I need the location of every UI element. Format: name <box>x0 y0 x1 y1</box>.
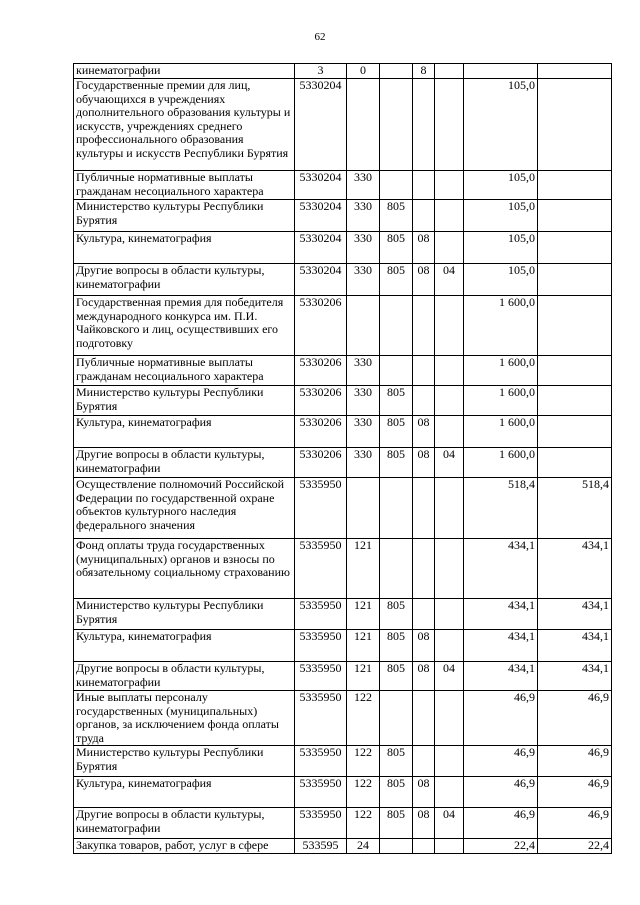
budget-table <box>73 63 612 854</box>
cell-name: Государственные премии для лиц, обучающихся в учреждениях дополнительного образования культуры и искусств, учреждениях среднего профессионального образования культуры и искусств Республики Бурятия <box>74 79 295 171</box>
cell-pr <box>435 599 464 630</box>
cell-vr <box>347 79 380 171</box>
cell-amount: 434,1 <box>464 539 538 599</box>
table-row <box>74 808 612 839</box>
table-body <box>74 64 612 854</box>
cell-vr: 330 <box>347 171 380 200</box>
cell-grbs <box>380 839 413 854</box>
cell-pr <box>435 171 464 200</box>
cell-grbs: 805 <box>380 416 413 448</box>
cell-rz: 08 <box>413 416 435 448</box>
cell-pr: 04 <box>435 264 464 296</box>
table-row <box>74 171 612 200</box>
table-row <box>74 662 612 691</box>
cell-amount: 105,0 <box>464 79 538 171</box>
cell-name: Культура, кинематография <box>74 416 295 448</box>
cell-pr <box>435 296 464 356</box>
cell-pr: 04 <box>435 662 464 691</box>
cell-rz <box>413 746 435 777</box>
cell-subvention <box>538 232 612 264</box>
cell-grbs: 805 <box>380 630 413 662</box>
cell-grbs <box>380 356 413 386</box>
cell-subvention: 434,1 <box>538 630 612 662</box>
cell-vr: 121 <box>347 599 380 630</box>
cell-subvention <box>538 79 612 171</box>
cell-rz: 08 <box>413 777 435 808</box>
cell-vr: 330 <box>347 264 380 296</box>
cell-grbs <box>380 79 413 171</box>
cell-subvention <box>538 264 612 296</box>
cell-rz: 08 <box>413 448 435 478</box>
cell-subvention <box>538 64 612 79</box>
cell-csr: 5330206 <box>295 416 347 448</box>
cell-subvention <box>538 416 612 448</box>
cell-amount: 22,4 <box>464 839 538 854</box>
table-row <box>74 79 612 171</box>
cell-vr: 121 <box>347 662 380 691</box>
cell-name: Министерство культуры Республики Бурятия <box>74 200 295 232</box>
cell-vr: 121 <box>347 630 380 662</box>
table-row <box>74 64 612 79</box>
cell-amount: 46,9 <box>464 691 538 746</box>
table-row <box>74 448 612 478</box>
cell-pr <box>435 64 464 79</box>
cell-pr <box>435 539 464 599</box>
cell-csr: 5330204 <box>295 232 347 264</box>
cell-grbs: 805 <box>380 808 413 839</box>
cell-name: Публичные нормативные выплаты гражданам несоциального характера <box>74 171 295 200</box>
cell-csr: 5335950 <box>295 662 347 691</box>
cell-grbs: 805 <box>380 200 413 232</box>
table-row <box>74 777 612 808</box>
table-row <box>74 691 612 746</box>
cell-rz <box>413 691 435 746</box>
table-row <box>74 478 612 539</box>
cell-pr <box>435 200 464 232</box>
cell-grbs <box>380 296 413 356</box>
cell-amount: 434,1 <box>464 662 538 691</box>
cell-pr <box>435 478 464 539</box>
cell-vr <box>347 478 380 539</box>
cell-pr <box>435 356 464 386</box>
cell-pr <box>435 232 464 264</box>
cell-subvention: 434,1 <box>538 599 612 630</box>
cell-rz <box>413 839 435 854</box>
cell-subvention: 46,9 <box>538 777 612 808</box>
cell-subvention <box>538 171 612 200</box>
cell-name: Другие вопросы в области культуры, кинематографии <box>74 662 295 691</box>
table-row <box>74 599 612 630</box>
cell-rz <box>413 478 435 539</box>
table-row <box>74 296 612 356</box>
cell-subvention <box>538 386 612 416</box>
cell-subvention: 46,9 <box>538 691 612 746</box>
table-row <box>74 386 612 416</box>
cell-csr: 533595 <box>295 839 347 854</box>
cell-amount: 46,9 <box>464 777 538 808</box>
cell-subvention: 46,9 <box>538 746 612 777</box>
cell-name: Закупка товаров, работ, услуг в сфере <box>74 839 295 854</box>
cell-vr: 330 <box>347 356 380 386</box>
cell-csr: 5330206 <box>295 386 347 416</box>
cell-name: Министерство культуры Республики Бурятия <box>74 386 295 416</box>
cell-subvention <box>538 356 612 386</box>
cell-vr: 330 <box>347 448 380 478</box>
cell-csr: 5330204 <box>295 171 347 200</box>
cell-csr: 5335950 <box>295 777 347 808</box>
cell-vr: 24 <box>347 839 380 854</box>
cell-name: Фонд оплаты труда государственных (муниципальных) органов и взносы по обязательному социальному страхованию <box>74 539 295 599</box>
cell-subvention: 434,1 <box>538 539 612 599</box>
cell-name: Культура, кинематография <box>74 777 295 808</box>
cell-grbs: 805 <box>380 232 413 264</box>
cell-pr <box>435 746 464 777</box>
cell-rz <box>413 539 435 599</box>
cell-vr: 330 <box>347 200 380 232</box>
page-number: 62 <box>314 31 326 43</box>
table-row <box>74 264 612 296</box>
cell-amount: 105,0 <box>464 200 538 232</box>
cell-csr: 5335950 <box>295 630 347 662</box>
cell-amount: 1 600,0 <box>464 448 538 478</box>
cell-subvention: 434,1 <box>538 662 612 691</box>
cell-vr: 122 <box>347 808 380 839</box>
cell-rz <box>413 79 435 171</box>
cell-amount: 1 600,0 <box>464 416 538 448</box>
cell-vr: 121 <box>347 539 380 599</box>
cell-pr <box>435 416 464 448</box>
cell-csr: 5335950 <box>295 691 347 746</box>
cell-amount <box>464 64 538 79</box>
cell-grbs <box>380 539 413 599</box>
cell-vr: 122 <box>347 746 380 777</box>
cell-grbs: 805 <box>380 746 413 777</box>
cell-csr: 5335950 <box>295 539 347 599</box>
cell-csr: 5335950 <box>295 478 347 539</box>
cell-name: Публичные нормативные выплаты гражданам несоциального характера <box>74 356 295 386</box>
cell-grbs: 805 <box>380 662 413 691</box>
cell-csr: 5335950 <box>295 599 347 630</box>
cell-name: кинематографии <box>74 64 295 79</box>
cell-rz: 08 <box>413 264 435 296</box>
cell-amount: 46,9 <box>464 808 538 839</box>
cell-csr: 5330206 <box>295 296 347 356</box>
table-row <box>74 356 612 386</box>
cell-rz <box>413 356 435 386</box>
cell-subvention: 46,9 <box>538 808 612 839</box>
cell-amount: 434,1 <box>464 630 538 662</box>
cell-vr <box>347 296 380 356</box>
cell-subvention: 518,4 <box>538 478 612 539</box>
cell-name: Другие вопросы в области культуры, кинематографии <box>74 808 295 839</box>
cell-rz <box>413 599 435 630</box>
cell-name: Культура, кинематография <box>74 630 295 662</box>
cell-amount: 1 600,0 <box>464 296 538 356</box>
cell-amount: 46,9 <box>464 746 538 777</box>
cell-pr <box>435 839 464 854</box>
cell-amount: 105,0 <box>464 171 538 200</box>
table-row <box>74 200 612 232</box>
cell-amount: 1 600,0 <box>464 356 538 386</box>
cell-grbs <box>380 478 413 539</box>
cell-name: Министерство культуры Республики Бурятия <box>74 746 295 777</box>
cell-pr <box>435 691 464 746</box>
table-row <box>74 746 612 777</box>
cell-pr <box>435 777 464 808</box>
cell-vr: 0 <box>347 64 380 79</box>
cell-subvention <box>538 296 612 356</box>
cell-subvention <box>538 200 612 232</box>
cell-vr: 122 <box>347 691 380 746</box>
cell-amount: 518,4 <box>464 478 538 539</box>
table-row <box>74 232 612 264</box>
cell-grbs <box>380 64 413 79</box>
cell-grbs: 805 <box>380 777 413 808</box>
cell-pr <box>435 79 464 171</box>
table-row <box>74 416 612 448</box>
cell-rz <box>413 171 435 200</box>
cell-pr <box>435 386 464 416</box>
cell-rz <box>413 386 435 416</box>
cell-grbs: 805 <box>380 448 413 478</box>
cell-grbs <box>380 171 413 200</box>
cell-vr: 330 <box>347 386 380 416</box>
cell-vr: 330 <box>347 232 380 264</box>
cell-subvention: 22,4 <box>538 839 612 854</box>
cell-csr: 5330204 <box>295 200 347 232</box>
cell-grbs: 805 <box>380 386 413 416</box>
cell-rz <box>413 200 435 232</box>
cell-amount: 434,1 <box>464 599 538 630</box>
cell-csr: 5330206 <box>295 356 347 386</box>
cell-vr: 122 <box>347 777 380 808</box>
cell-grbs <box>380 691 413 746</box>
table-row <box>74 630 612 662</box>
cell-vr: 330 <box>347 416 380 448</box>
cell-pr <box>435 630 464 662</box>
table-row <box>74 839 612 854</box>
cell-name: Государственная премия для победителя международного конкурса им. П.И. Чайковского и лиц, осуществивших его подготовку <box>74 296 295 356</box>
cell-rz <box>413 296 435 356</box>
cell-rz: 08 <box>413 808 435 839</box>
cell-pr: 04 <box>435 808 464 839</box>
cell-grbs: 805 <box>380 599 413 630</box>
cell-amount: 105,0 <box>464 232 538 264</box>
table-row <box>74 539 612 599</box>
cell-amount: 105,0 <box>464 264 538 296</box>
cell-csr: 5330204 <box>295 264 347 296</box>
cell-name: Культура, кинематография <box>74 232 295 264</box>
cell-pr: 04 <box>435 448 464 478</box>
cell-name: Другие вопросы в области культуры, кинематографии <box>74 264 295 296</box>
cell-name: Другие вопросы в области культуры, кинематографии <box>74 448 295 478</box>
cell-rz: 08 <box>413 630 435 662</box>
cell-name: Министерство культуры Республики Бурятия <box>74 599 295 630</box>
cell-rz: 08 <box>413 662 435 691</box>
cell-grbs: 805 <box>380 264 413 296</box>
cell-csr: 5330204 <box>295 79 347 171</box>
cell-rz: 8 <box>413 64 435 79</box>
cell-amount: 1 600,0 <box>464 386 538 416</box>
cell-subvention <box>538 448 612 478</box>
cell-csr: 5335950 <box>295 808 347 839</box>
cell-rz: 08 <box>413 232 435 264</box>
cell-name: Иные выплаты персоналу государственных (муниципальных) органов, за исключением фонда оплаты труда <box>74 691 295 746</box>
cell-csr: 5330206 <box>295 448 347 478</box>
cell-csr: 3 <box>295 64 347 79</box>
cell-csr: 5335950 <box>295 746 347 777</box>
cell-name: Осуществление полномочий Российской Федерации по государственной охране объектов культурного наследия федерального значения <box>74 478 295 539</box>
